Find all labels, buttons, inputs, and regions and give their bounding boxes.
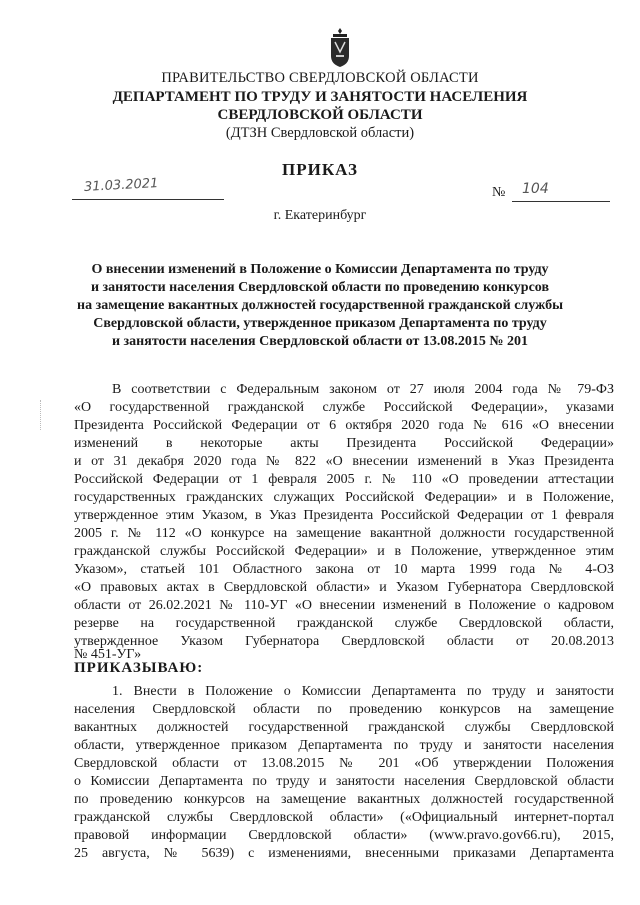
subject-line: и занятости населения Свердловской области от 13.08.2015 № 201: [111, 334, 528, 349]
preamble-line: гражданской службы Российской Федерации» и в Положение, утвержденное этим: [74, 544, 614, 559]
preamble-line: изменений в некоторые акты Президента Российской Федерации»: [74, 436, 614, 451]
order-title: ПРИКАЗ: [282, 160, 358, 179]
subject-line: и занятости населения Свердловской области по проведению конкурсов: [90, 280, 550, 295]
clause-line: о Комиссии Департамента по труду и занятости населения Свердловской области: [74, 774, 614, 789]
order-number: 104: [522, 181, 549, 197]
preamble-line: Указом», статьей 101 Областного закона от 10 марта 1999 года № 4-ОЗ: [74, 562, 614, 577]
margin-mark: [40, 400, 42, 430]
clause-line: 25 августа, № 5639) с изменениями, внесенными приказами Департамента: [74, 846, 614, 861]
clause-line: по проведению конкурсов на замещение вакантных должностей государственной: [74, 792, 614, 807]
preamble-line: № 451-УГ»: [74, 647, 142, 662]
preamble-line: «О государственной гражданской службе Российской Федерации», указами: [74, 400, 614, 415]
clause-line: области, утвержденное приказом Департамента по труду и занятости населения: [74, 738, 614, 753]
date-underline: [72, 199, 224, 200]
government-name: ПРАВИТЕЛЬСТВО СВЕРДЛОВСКОЙ ОБЛАСТИ: [161, 70, 479, 86]
preamble-line: утвержденное Указом Губернатора Свердловской области от 20.08.2013: [74, 634, 614, 649]
department-abbreviation: (ДТЗН Свердловской области): [225, 125, 415, 141]
subject-line: на замещение вакантных должностей государственной гражданской службы: [77, 298, 563, 313]
preamble-line: Российской Федерации от 1 февраля 2005 г. № 110 «О проведении аттестации: [74, 472, 614, 487]
subject-line: О внесении изменений в Положение о Комиссии Департамента по труду: [91, 262, 549, 277]
order-number-label: №: [492, 185, 506, 200]
number-underline: [512, 201, 610, 202]
clause-line: вакантных должностей государственной гражданской службы Свердловской: [74, 720, 614, 735]
clause-line: 1. Внести в Положение о Комиссии Департамента по труду и занятости: [112, 684, 614, 699]
department-name-line2: СВЕРДЛОВСКОЙ ОБЛАСТИ: [217, 107, 423, 123]
preamble-line: Президента Российской Федерации от 6 октября 2020 года № 616 «О внесении: [74, 418, 614, 433]
decree-word: ПРИКАЗЫВАЮ:: [74, 660, 204, 676]
coat-of-arms-icon: [329, 28, 351, 68]
preamble-line: утвержденное этим Указом, в Указ Президента Российской Федерации от 1 февраля: [74, 508, 614, 523]
order-date: 31.03.2021: [83, 176, 159, 195]
preamble-line: области от 26.02.2021 № 110-УГ «О внесении изменений в Положение о кадровом: [74, 598, 614, 613]
clause-line: Свердловской области от 13.08.2015 № 201 «Об утверждении Положения: [74, 756, 614, 771]
preamble-line: государственных гражданских служащих Российской Федерации» и в Положение,: [74, 490, 614, 505]
city: г. Екатеринбург: [273, 208, 367, 223]
preamble-line: В соответствии с Федеральным законом от 27 июля 2004 года № 79-ФЗ: [112, 382, 614, 397]
preamble-line: и от 31 декабря 2020 года № 822 «О внесении изменений в Указ Президента: [74, 454, 614, 469]
subject-line: Свердловской области, утвержденное приказом Департамента по труду: [93, 316, 547, 331]
preamble-line: 2005 г. № 112 «О конкурсе на замещение вакантной должности государственной: [74, 526, 614, 541]
clause-line: правовой информации Свердловской области» (www.pravo.gov66.ru), 2015,: [74, 828, 614, 843]
clause-line: населения Свердловской области по проведению конкурсов на замещение: [74, 702, 614, 717]
preamble-line: резерве на государственной гражданской службе Свердловской области,: [74, 616, 614, 631]
clause-line: гражданской службы Свердловской области» («Официальный интернет-портал: [74, 810, 614, 825]
department-name-line1: ДЕПАРТАМЕНТ ПО ТРУДУ И ЗАНЯТОСТИ НАСЕЛЕНИЯ: [112, 89, 528, 105]
preamble-line: «О правовых актах в Свердловской области» и Указом Губернатора Свердловской: [74, 580, 614, 595]
